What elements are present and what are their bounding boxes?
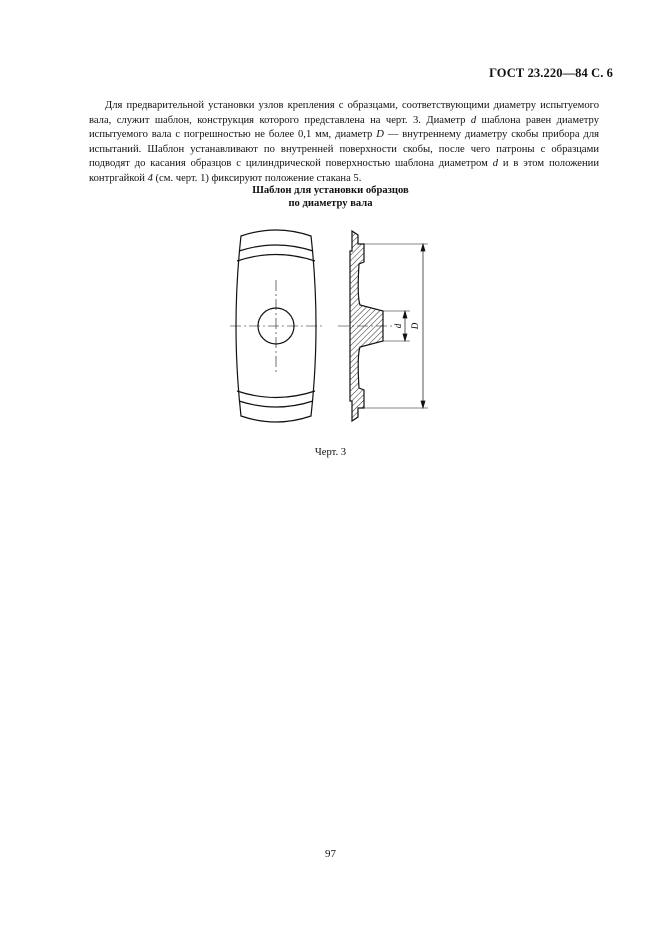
dimension-D — [421, 244, 425, 408]
figure-title-line-1: Шаблон для установки образцов — [252, 185, 409, 196]
figure-caption: Черт. 3 — [314, 447, 347, 458]
paragraph-text-2: шаблона равен диаметру испытуемого вала с погрешностью не более 0,1 мм, диаметр — [89, 114, 600, 141]
template-bottom-arc-inner — [237, 391, 315, 398]
paragraph-text-4: и в этом положении контргайкой — [89, 158, 599, 184]
paragraph-text-3: — внутреннему диаметру скобы прибора для испытаний. Шаблон устанавливают по внутренней поверхности скобы, после чего патроны с образцами подводят до касания образцов с цилиндрической поверхностью шаблона диаметром — [89, 129, 599, 170]
template-top-arc-outer — [239, 245, 313, 251]
front-view-centerlines — [230, 280, 323, 374]
dimension-d-label: d — [393, 323, 403, 329]
dimension-d — [403, 311, 407, 341]
variable-d: d — [470, 114, 477, 126]
template-bottom-arc-outer — [239, 401, 313, 407]
document-code-header: ГОСТ 23.220—84 С. 6 — [489, 66, 613, 80]
reference-number: 4 — [147, 172, 153, 184]
variable-D: D — [376, 129, 384, 141]
dimension-D-label: D — [410, 322, 420, 330]
body-paragraph — [89, 99, 599, 187]
template-technical-drawing — [226, 222, 446, 434]
paragraph-text-5: (см. черт. 1) фиксируют положение стакана 5. — [152, 172, 362, 184]
variable-d-second: d — [492, 158, 498, 170]
figure-title — [0, 185, 661, 210]
figure-title-line-2: по диаметру вала — [288, 197, 373, 209]
paragraph-text-1: Для предварительной установки узлов крепления с образцами, соответствующими диаметру испытуемого вала, служит шаблон, конструкция которого представлена на черт. 3. Диаметр — [89, 100, 599, 126]
template-top-arc-inner — [237, 255, 315, 262]
page-number: 97 — [325, 848, 336, 860]
